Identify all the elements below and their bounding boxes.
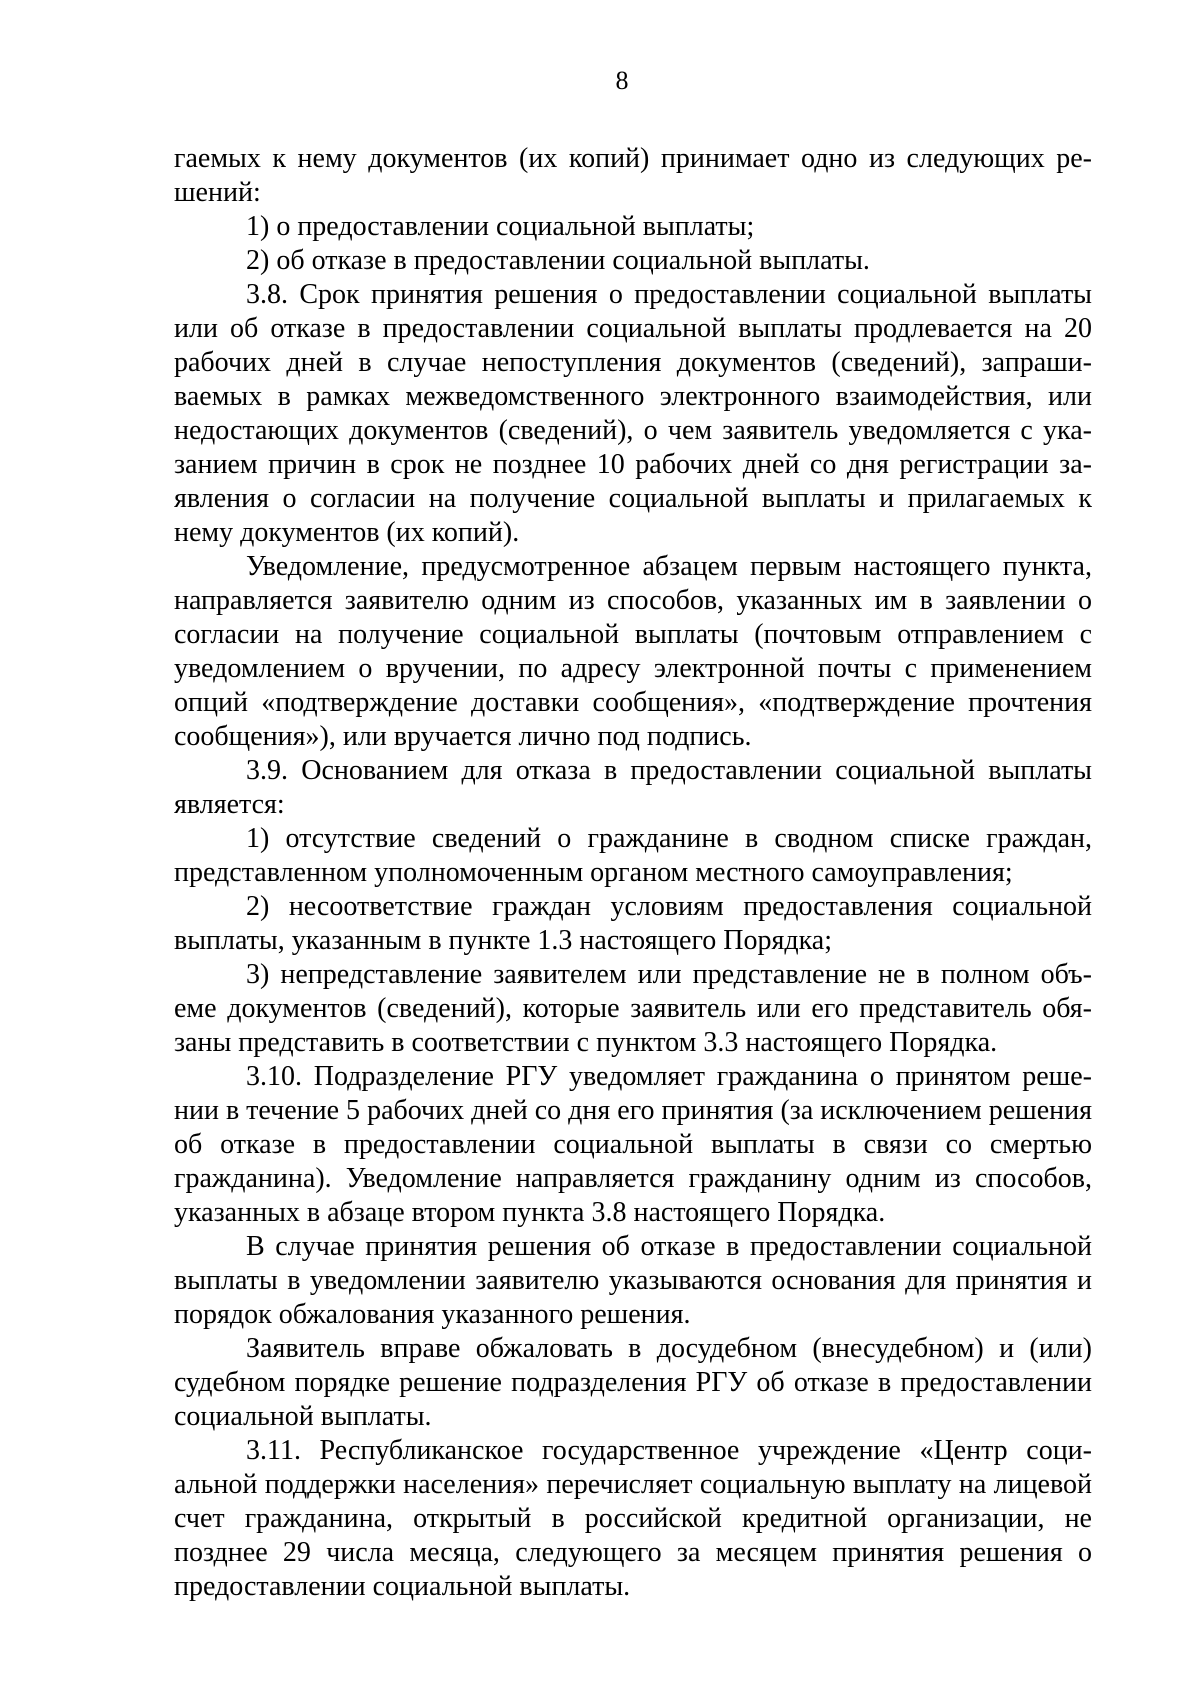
section-3-9: 3.9. Основанием для отказа в предоставлении социальной выплаты является: bbox=[174, 755, 1092, 820]
list-item-decision-refusal: 2) об отказе в предоставлении социальной выплаты. bbox=[246, 245, 870, 276]
paragraph-continuation: гаемых к нему документов (их копий) принимает одно из следующих решений: bbox=[174, 143, 1092, 208]
section-3-11: 3.11. Республиканское государственное учреждение «Центр социальной поддержки населения» перечисляет социальную выплату на лицевой счет гражданина, открытый в российской кредитной организации, не позднее 29 числа месяца, следующего за месяцем принятия решения о предоставлении социальной выплаты. bbox=[174, 1435, 1092, 1602]
paragraph-notification: Уведомление, предусмотренное абзацем первым настоящего пункта, направляется заявителю одним из способов, указанных им в заявлении о согласии на получение социальной выплаты (почтовым отправлением с уведомлением о вручении, по адресу электронной почты с применением опций «подтверждение доставки сообщения», «подтверждение прочтения сообщения»), или вручается лично под подпись. bbox=[174, 551, 1092, 752]
section-3-10: 3.10. Подразделение РГУ уведомляет гражданина о принятом решении в течение 5 рабочих дней со дня его принятия (за исключением решения об отказе в предоставлении социальной выплаты в связи со смертью гражданина). Уведомление направляется гражданину одним из способов, указанных в абзаце втором пункта 3.8 настоящего Порядка. bbox=[174, 1061, 1092, 1228]
paragraph-appeal-right: Заявитель вправе обжаловать в досудебном (внесудебном) и (или) судебном порядке решение подразделения РГУ об отказе в предоставлении социальной выплаты. bbox=[174, 1333, 1092, 1432]
section-3-8: 3.8. Срок принятия решения о предоставлении социальной выплаты или об отказе в предоставлении социальной выплаты продлевается на 20 рабочих дней в случае непоступления документов (сведений), запрашиваемых в рамках межведомственного электронного взаимодействия, или недостающих документов (сведений), о чем заявитель уведомляется с указанием причин в срок не позднее 10 рабочих дней со дня регистрации заявления о согласии на получение социальной выплаты и прилагаемых к нему документов (их копий). bbox=[174, 279, 1092, 548]
list-item-refusal-reason-3: 3) непредставление заявителем или представление не в полном объеме документов (сведений), которые заявитель или его представитель обязаны представить в соответствии с пунктом 3.3 настоящего Порядка. bbox=[174, 959, 1092, 1058]
list-item-decision-grant: 1) о предоставлении социальной выплаты; bbox=[246, 211, 755, 242]
paragraph-refusal-notice: В случае принятия решения об отказе в предоставлении социальной выплаты в уведомлении заявителю указываются основания для принятия и порядок обжалования указанного решения. bbox=[174, 1231, 1092, 1330]
list-item-refusal-reason-2: 2) несоответствие граждан условиям предоставления социальной выплаты, указанным в пункте 1.3 настоящего Порядка; bbox=[174, 891, 1092, 956]
page-number: 8 bbox=[615, 66, 629, 95]
document-body bbox=[174, 142, 1092, 1604]
list-item-refusal-reason-1: 1) отсутствие сведений о гражданине в сводном списке граждан, представленном уполномоченным органом местного самоуправления; bbox=[174, 823, 1092, 888]
